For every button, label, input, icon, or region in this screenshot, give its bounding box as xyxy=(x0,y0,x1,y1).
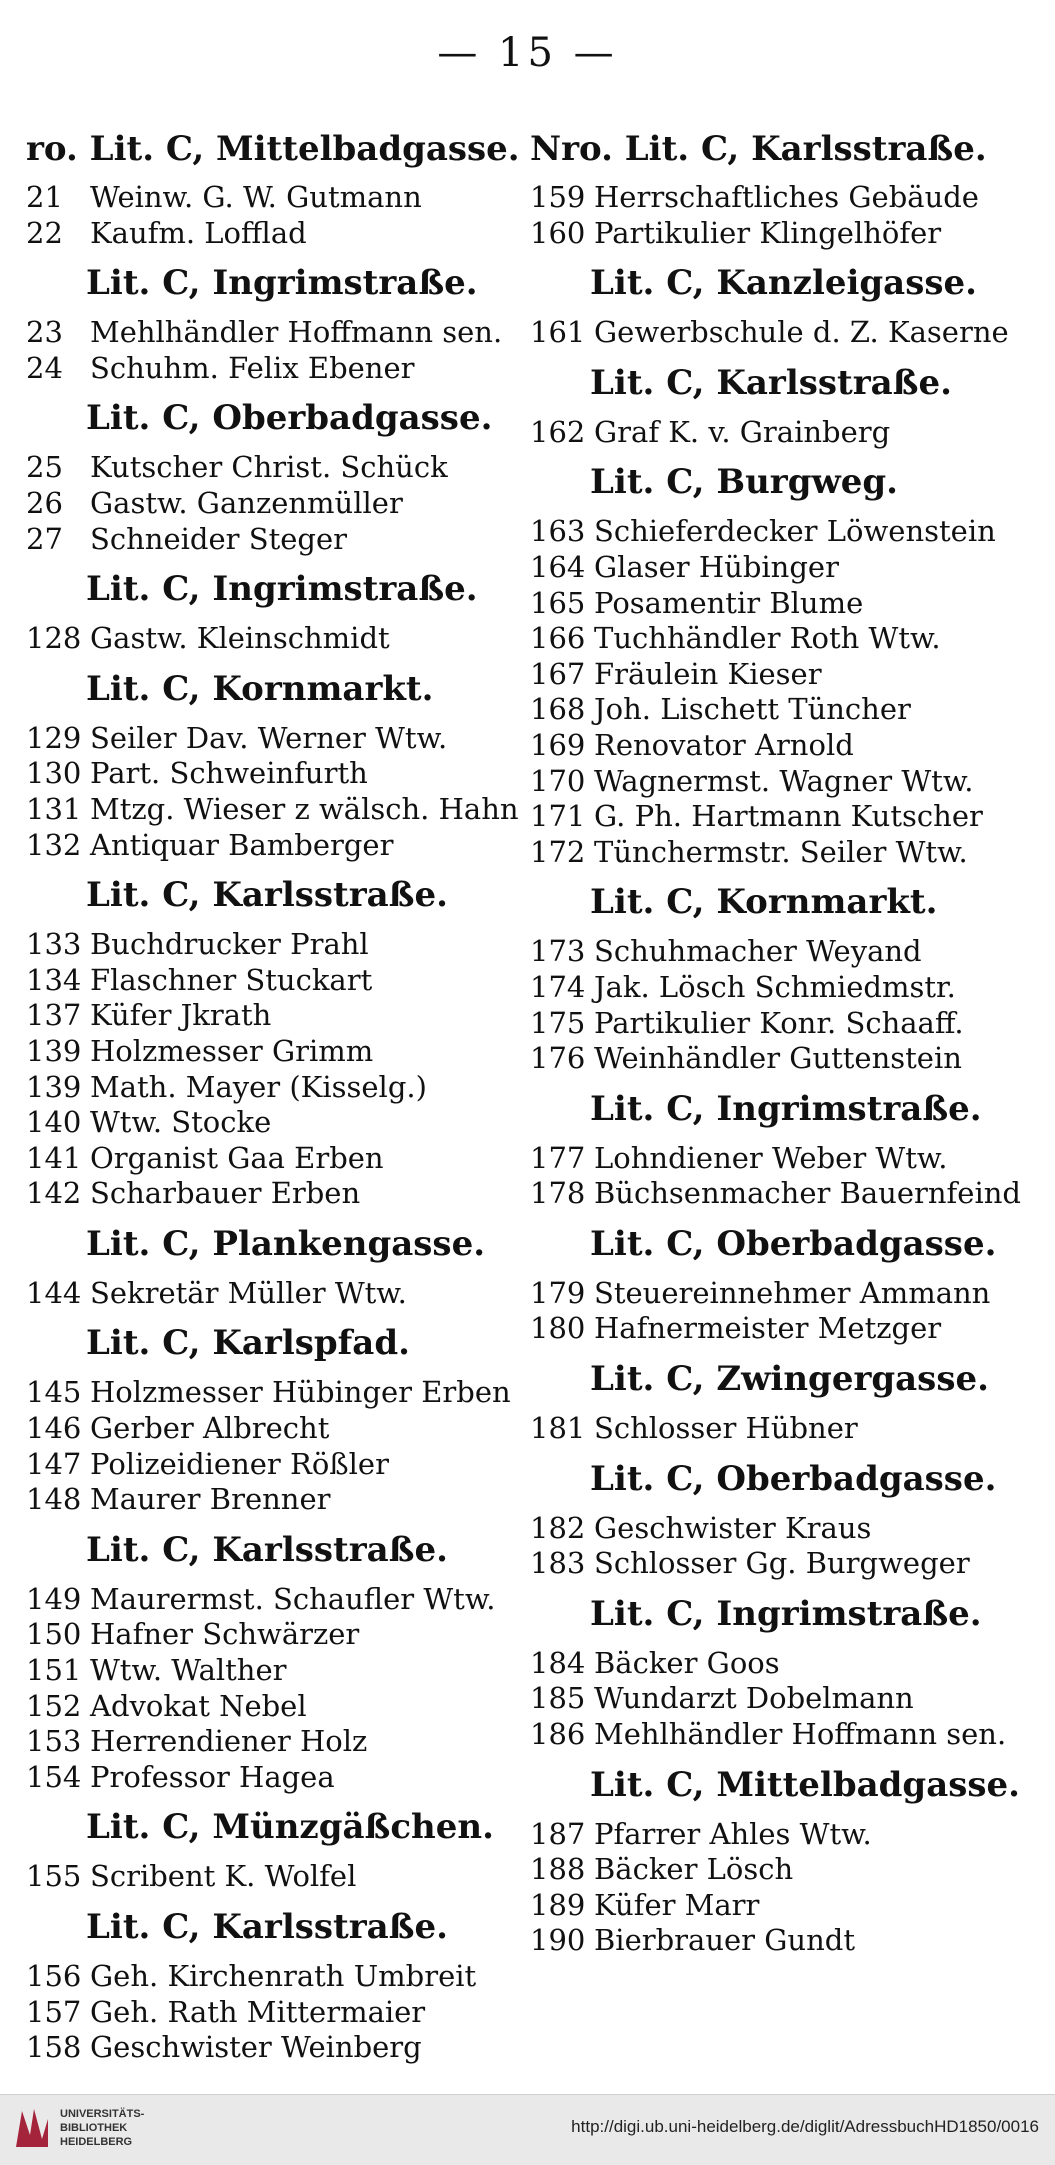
street-heading: Lit. C, Karlsstraße. xyxy=(590,362,952,403)
address-entry xyxy=(26,216,526,252)
address-entry xyxy=(26,180,526,216)
logo-line: BIBLIOTHEK xyxy=(60,2122,128,2134)
resident-name: Herrendiener Holz xyxy=(90,1724,368,1759)
house-number: 128 xyxy=(26,621,82,656)
address-entry xyxy=(530,1681,1030,1717)
address-entry xyxy=(26,721,526,757)
house-number: 131 xyxy=(26,791,82,826)
house-number: 150 xyxy=(26,1617,82,1652)
house-number: 24 xyxy=(26,350,63,385)
resident-name: Geschwister Weinberg xyxy=(90,2030,422,2065)
address-entry xyxy=(26,1105,526,1141)
street-heading: Lit. C, Münzgäßchen. xyxy=(86,1807,494,1848)
house-number: 182 xyxy=(530,1510,586,1545)
resident-name: Bäcker Lösch xyxy=(594,1852,794,1887)
left-column-header: ro. Lit. C, Mittelbadgasse. xyxy=(26,129,520,169)
address-entry xyxy=(26,315,526,351)
house-number: 160 xyxy=(530,215,586,250)
address-entry xyxy=(530,514,1030,550)
house-number: 189 xyxy=(530,1887,586,1922)
house-number: 184 xyxy=(530,1645,586,1680)
house-number: 170 xyxy=(530,763,586,798)
right-column xyxy=(530,118,1030,1959)
resident-name: Schuhm. Felix Ebener xyxy=(90,350,415,385)
house-number: 142 xyxy=(26,1176,82,1211)
address-entry xyxy=(530,1923,1030,1959)
address-entry xyxy=(530,1646,1030,1682)
resident-name: Geh. Rath Mittermaier xyxy=(90,1994,426,2029)
resident-name: Wtw. Walther xyxy=(90,1653,287,1688)
address-entry xyxy=(530,1888,1030,1924)
left-column xyxy=(26,118,526,2066)
resident-name: Advokat Nebel xyxy=(90,1688,307,1723)
resident-name: Weinhändler Guttenstein xyxy=(594,1041,962,1076)
address-entry xyxy=(530,728,1030,764)
resident-name: Holzmesser Hübinger Erben xyxy=(90,1375,511,1410)
logo-line: HEIDELBERG xyxy=(60,2136,133,2148)
street-heading: Lit. C, Kornmarkt. xyxy=(590,882,938,923)
resident-name: Wtw. Stocke xyxy=(90,1105,272,1140)
address-entry xyxy=(26,486,526,522)
resident-name: Partikulier Konr. Schaaff. xyxy=(594,1005,964,1040)
house-number: 132 xyxy=(26,827,82,862)
resident-name: Gastw. Kleinschmidt xyxy=(90,621,390,656)
resident-name: Mehlhändler Hoffmann sen. xyxy=(90,315,503,350)
address-entry xyxy=(530,970,1030,1006)
address-entry xyxy=(26,2030,526,2066)
resident-name: Küfer Marr xyxy=(594,1887,760,1922)
resident-name: Schuhmacher Weyand xyxy=(594,934,922,969)
resident-name: Sekretär Müller Wtw. xyxy=(90,1275,407,1310)
address-entry xyxy=(26,1959,526,1995)
address-entry xyxy=(530,1411,1030,1447)
street-heading: Lit. C, Ingrimstraße. xyxy=(590,1593,982,1634)
house-number: 179 xyxy=(530,1275,586,1310)
resident-name: Gewerbschule d. Z. Kaserne xyxy=(594,315,1009,350)
house-number: 22 xyxy=(26,215,63,250)
house-number: 187 xyxy=(530,1816,586,1851)
resident-name: Fräulein Kieser xyxy=(594,656,822,691)
resident-name: Tünchermstr. Seiler Wtw. xyxy=(594,834,968,869)
resident-name: Lohndiener Weber Wtw. xyxy=(594,1140,948,1175)
street-heading: Lit. C, Burgweg. xyxy=(590,462,898,503)
street-heading: Lit. C, Karlsstraße. xyxy=(86,1907,448,1947)
address-entry xyxy=(26,1995,526,2031)
address-entry xyxy=(530,1511,1030,1547)
resident-name: Seiler Dav. Werner Wtw. xyxy=(90,720,448,755)
resident-name: Glaser Hübinger xyxy=(594,549,839,584)
resident-name: Gastw. Ganzenmüller xyxy=(90,485,403,520)
address-entry xyxy=(530,586,1030,622)
house-number: 173 xyxy=(530,934,586,969)
address-entry xyxy=(26,1653,526,1689)
resident-name: Partikulier Klingelhöfer xyxy=(594,215,942,250)
address-entry xyxy=(26,1617,526,1653)
address-entry xyxy=(530,1276,1030,1312)
resident-name: Flaschner Stuckart xyxy=(90,962,373,997)
resident-name: Schlosser Hübner xyxy=(594,1411,858,1446)
house-number: 153 xyxy=(26,1724,82,1759)
library-logo[interactable] xyxy=(12,2105,144,2151)
address-entry xyxy=(530,934,1030,970)
street-heading: Lit. C, Karlsstraße. xyxy=(86,875,448,916)
house-number: 190 xyxy=(530,1923,586,1958)
resident-name: Mehlhändler Hoffmann sen. xyxy=(594,1717,1007,1752)
resident-name: Posamentir Blume xyxy=(594,585,864,620)
resident-name: Buchdrucker Prahl xyxy=(90,927,369,962)
address-entry xyxy=(26,828,526,864)
house-number: 25 xyxy=(26,450,63,485)
house-number: 151 xyxy=(26,1653,82,1688)
house-number: 147 xyxy=(26,1446,82,1481)
house-number: 163 xyxy=(530,514,586,549)
address-entry xyxy=(26,621,526,657)
address-entry xyxy=(26,756,526,792)
house-number: 162 xyxy=(530,414,586,449)
street-heading: Lit. C, Mittelbadgasse. xyxy=(590,1764,1020,1805)
address-entry xyxy=(530,799,1030,835)
resident-name: Maurermst. Schaufler Wtw. xyxy=(90,1581,496,1616)
resident-name: Organist Gaa Erben xyxy=(90,1140,384,1175)
address-entry xyxy=(530,764,1030,800)
address-entry xyxy=(26,1582,526,1618)
house-number: 144 xyxy=(26,1275,82,1310)
house-number: 188 xyxy=(530,1852,586,1887)
address-entry xyxy=(26,1859,526,1895)
address-entry xyxy=(26,1447,526,1483)
house-number: 159 xyxy=(530,180,586,214)
resident-name: Schieferdecker Löwenstein xyxy=(594,514,996,549)
left-column-blocks xyxy=(26,180,526,2066)
address-entry xyxy=(26,450,526,486)
university-seal-icon xyxy=(12,2105,52,2151)
house-number: 134 xyxy=(26,962,82,997)
footer-bar xyxy=(0,2094,1055,2165)
street-heading: Lit. C, Karlsstraße. xyxy=(86,1529,448,1570)
street-heading: Lit. C, Kanzleigasse. xyxy=(590,263,977,304)
resident-name: Graf K. v. Grainberg xyxy=(594,414,891,449)
house-number: 168 xyxy=(530,692,586,727)
house-number: 26 xyxy=(26,485,63,520)
resident-name: Kutscher Christ. Schück xyxy=(90,450,448,485)
resident-name: Math. Mayer (Kisselg.) xyxy=(90,1069,427,1104)
address-entry xyxy=(26,1034,526,1070)
source-url-link[interactable]: http://digi.ub.uni-heidelberg.de/diglit/AdressbuchHD1850/0016 xyxy=(571,2117,1039,2136)
resident-name: Holzmesser Grimm xyxy=(90,1033,374,1068)
house-number: 152 xyxy=(26,1688,82,1723)
house-number: 185 xyxy=(530,1681,586,1716)
resident-name: Professor Hagea xyxy=(90,1759,335,1794)
house-number: 149 xyxy=(26,1581,82,1616)
street-heading: Lit. C, Plankengasse. xyxy=(86,1223,486,1264)
address-entry xyxy=(530,216,1030,252)
street-heading: Lit. C, Zwingergasse. xyxy=(590,1359,989,1400)
house-number: 174 xyxy=(530,969,586,1004)
logo-line: UNIVERSITÄTS- xyxy=(60,2108,145,2120)
address-entry xyxy=(530,657,1030,693)
street-heading: Lit. C, Kornmarkt. xyxy=(86,668,434,709)
address-entry xyxy=(26,792,526,828)
resident-name: Kaufm. Lofflad xyxy=(90,215,307,250)
resident-name: Steuereinnehmer Ammann xyxy=(594,1275,991,1310)
right-column-blocks xyxy=(530,180,1030,1959)
house-number: 141 xyxy=(26,1140,82,1175)
house-number: 23 xyxy=(26,315,63,350)
house-number: 167 xyxy=(530,656,586,691)
address-entry xyxy=(26,1176,526,1212)
resident-name: Küfer Jkrath xyxy=(90,998,272,1033)
address-entry xyxy=(530,1311,1030,1347)
house-number: 171 xyxy=(530,799,586,834)
address-entry xyxy=(26,998,526,1034)
house-number: 140 xyxy=(26,1105,82,1140)
street-heading: Lit. C, Karlspfad. xyxy=(86,1323,410,1364)
library-name xyxy=(60,2107,144,2149)
address-entry xyxy=(530,1176,1030,1212)
house-number: 139 xyxy=(26,1069,82,1104)
address-entry xyxy=(530,621,1030,657)
resident-name: Geh. Kirchenrath Umbreit xyxy=(90,1959,477,1993)
house-number: 181 xyxy=(530,1411,586,1446)
address-entry xyxy=(26,1724,526,1760)
street-heading: Lit. C, Ingrimstraße. xyxy=(86,263,478,304)
house-number: 178 xyxy=(530,1176,586,1211)
address-entry xyxy=(26,1276,526,1312)
resident-name: Wagnermst. Wagner Wtw. xyxy=(594,763,974,798)
house-number: 180 xyxy=(530,1311,586,1346)
house-number: 21 xyxy=(26,180,63,214)
address-entry xyxy=(26,522,526,558)
address-entry xyxy=(530,1041,1030,1077)
house-number: 27 xyxy=(26,521,63,556)
resident-name: Jak. Lösch Schmiedmstr. xyxy=(594,969,956,1004)
address-entry xyxy=(530,315,1030,351)
address-entry xyxy=(530,1141,1030,1177)
resident-name: Scharbauer Erben xyxy=(90,1176,361,1211)
address-entry xyxy=(26,1689,526,1725)
house-number: 166 xyxy=(530,621,586,656)
address-entry xyxy=(26,1760,526,1796)
address-entry xyxy=(530,1852,1030,1888)
resident-name: Bäcker Goos xyxy=(594,1645,780,1680)
address-entry xyxy=(530,550,1030,586)
address-entry xyxy=(530,415,1030,451)
street-heading: Lit. C, Oberbadgasse. xyxy=(590,1223,997,1264)
house-number: 145 xyxy=(26,1375,82,1410)
house-number: 154 xyxy=(26,1759,82,1794)
resident-name: Hafner Schwärzer xyxy=(90,1617,360,1652)
address-entry xyxy=(26,963,526,999)
resident-name: Renovator Arnold xyxy=(594,727,854,762)
resident-name: Maurer Brenner xyxy=(90,1482,331,1517)
page-number: — 15 — xyxy=(437,30,618,76)
right-column-header: Nro. Lit. C, Karlsstraße. xyxy=(530,129,987,169)
resident-name: G. Ph. Hartmann Kutscher xyxy=(594,799,983,834)
resident-name: Mtzg. Wieser z wälsch. Hahn xyxy=(90,791,519,826)
house-number: 161 xyxy=(530,315,586,350)
resident-name: Antiquar Bamberger xyxy=(90,827,394,862)
address-entry xyxy=(26,1482,526,1518)
house-number: 130 xyxy=(26,756,82,791)
address-entry xyxy=(530,1546,1030,1582)
house-number: 175 xyxy=(530,1005,586,1040)
resident-name: Büchsenmacher Bauernfeind xyxy=(594,1176,1021,1211)
house-number: 146 xyxy=(26,1411,82,1446)
resident-name: Schlosser Gg. Burgweger xyxy=(594,1546,970,1581)
house-number: 158 xyxy=(26,2030,82,2065)
house-number: 155 xyxy=(26,1859,82,1894)
address-entry xyxy=(26,1070,526,1106)
house-number: 172 xyxy=(530,834,586,869)
address-entry xyxy=(26,1375,526,1411)
resident-name: Geschwister Kraus xyxy=(594,1510,872,1545)
resident-name: Polizeidiener Rößler xyxy=(90,1446,389,1481)
house-number: 139 xyxy=(26,1033,82,1068)
house-number: 165 xyxy=(530,585,586,620)
street-heading: Lit. C, Ingrimstraße. xyxy=(590,1088,982,1129)
street-heading: Lit. C, Oberbadgasse. xyxy=(590,1458,997,1499)
resident-name: Hafnermeister Metzger xyxy=(594,1311,942,1346)
street-heading: Lit. C, Ingrimstraße. xyxy=(86,569,478,610)
address-entry xyxy=(530,1006,1030,1042)
resident-name: Joh. Lischett Tüncher xyxy=(594,692,911,727)
resident-name: Wundarzt Dobelmann xyxy=(594,1681,914,1716)
house-number: 148 xyxy=(26,1482,82,1517)
address-entry xyxy=(530,180,1030,216)
resident-name: Weinw. G. W. Gutmann xyxy=(90,180,422,214)
resident-name: Herrschaftliches Gebäude xyxy=(594,180,979,214)
resident-name: Tuchhändler Roth Wtw. xyxy=(594,621,941,656)
address-entry xyxy=(530,1717,1030,1753)
address-entry xyxy=(26,927,526,963)
house-number: 157 xyxy=(26,1994,82,2029)
resident-name: Schneider Steger xyxy=(90,521,347,556)
resident-name: Part. Schweinfurth xyxy=(90,756,368,791)
street-heading: Lit. C, Oberbadgasse. xyxy=(86,398,493,439)
house-number: 186 xyxy=(530,1717,586,1752)
address-entry xyxy=(530,1817,1030,1853)
address-entry xyxy=(530,835,1030,871)
house-number: 133 xyxy=(26,927,82,962)
house-number: 129 xyxy=(26,720,82,755)
address-entry xyxy=(530,692,1030,728)
resident-name: Scribent K. Wolfel xyxy=(90,1859,357,1894)
address-entry xyxy=(26,1411,526,1447)
house-number: 183 xyxy=(530,1546,586,1581)
resident-name: Gerber Albrecht xyxy=(90,1411,330,1446)
address-entry xyxy=(26,351,526,387)
house-number: 169 xyxy=(530,727,586,762)
resident-name: Bierbrauer Gundt xyxy=(594,1923,855,1958)
house-number: 176 xyxy=(530,1041,586,1076)
resident-name: Pfarrer Ahles Wtw. xyxy=(594,1816,872,1851)
address-entry xyxy=(26,1141,526,1177)
house-number: 156 xyxy=(26,1959,82,1993)
house-number: 137 xyxy=(26,998,82,1033)
house-number: 164 xyxy=(530,549,586,584)
house-number: 177 xyxy=(530,1140,586,1175)
